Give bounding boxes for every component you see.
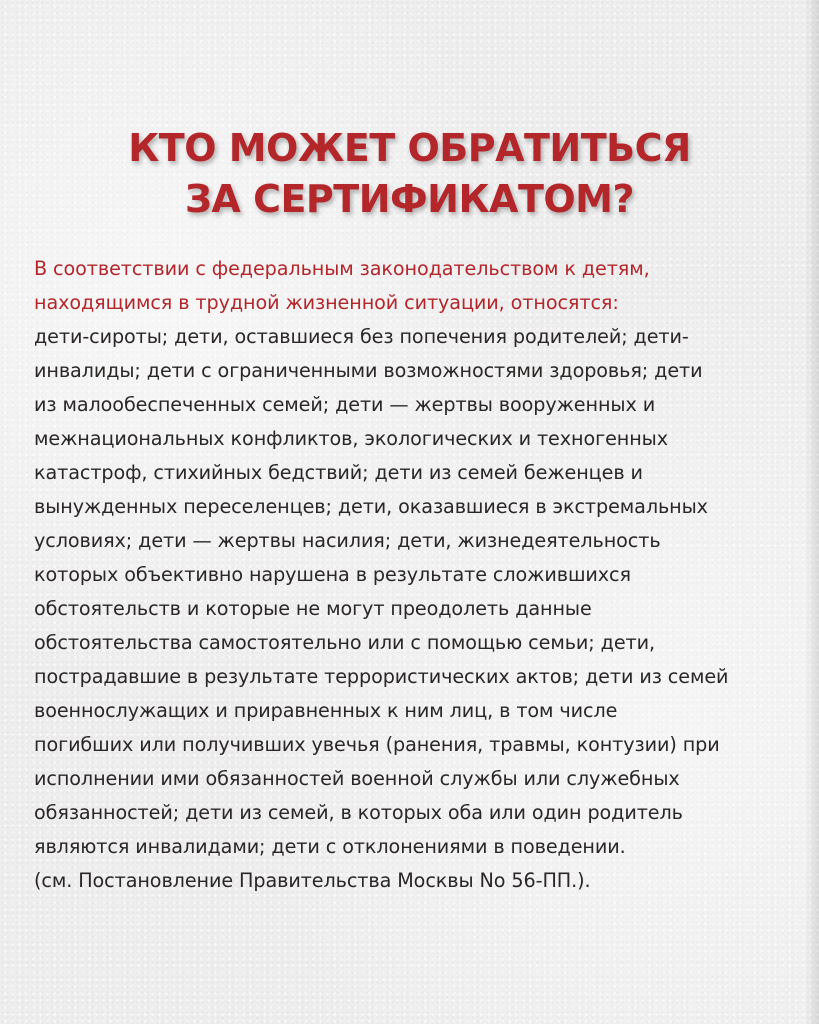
body-line: межнациональных конфликтов, экологических и техногенных xyxy=(34,427,668,450)
body-line: которых объективно нарушена в результате сложившихся xyxy=(34,563,631,586)
body-line: исполнении ими обязанностей военной службы или служебных xyxy=(34,767,680,790)
body-line: обязанностей; дети из семей, в которых оба или один родитель xyxy=(34,801,683,824)
body-line: катастроф, стихийных бедствий; дети из семей беженцев и xyxy=(34,461,643,484)
body-line: из малообеспеченных семей; дети — жертвы вооруженных и xyxy=(34,393,656,416)
body-line: дети-сироты; дети, оставшиеся без попечения родителей; дети- xyxy=(34,325,689,348)
intro-line: находящимся в трудной жизненной ситуации, относятся: xyxy=(34,291,619,314)
title-line-2: ЗА СЕРТИФИКАТОМ? xyxy=(184,177,635,221)
body-line: вынужденных переселенцев; дети, оказавшиеся в экстремальных xyxy=(34,495,708,518)
body-line: являются инвалидами; дети с отклонениями в поведении. xyxy=(34,835,626,858)
body-text xyxy=(34,252,794,898)
intro-line: В соответствии с федеральным законодательством к детям, xyxy=(34,257,650,280)
body-line: погибших или получивших увечья (ранения, травмы, контузии) при xyxy=(34,733,720,756)
body-line: инвалиды; дети с ограниченными возможностями здоровья; дети xyxy=(34,359,703,382)
page-title xyxy=(0,123,819,225)
body-line: обстоятельств и которые не могут преодолеть данные xyxy=(34,597,592,620)
body-line: пострадавшие в результате террористических актов; дети из семей xyxy=(34,665,729,688)
body-line: военнослужащих и приравненных к ним лиц, в том числе xyxy=(34,699,618,722)
body-line: условиях; дети — жертвы насилия; дети, жизнедеятельность xyxy=(34,529,661,552)
title-line-1: КТО МОЖЕТ ОБРАТИТЬСЯ xyxy=(128,126,691,170)
reference-note: (см. Постановление Правительства Москвы No 56-ПП.). xyxy=(34,869,591,892)
body-line: обстоятельства самостоятельно или с помощью семьи; дети, xyxy=(34,631,655,654)
